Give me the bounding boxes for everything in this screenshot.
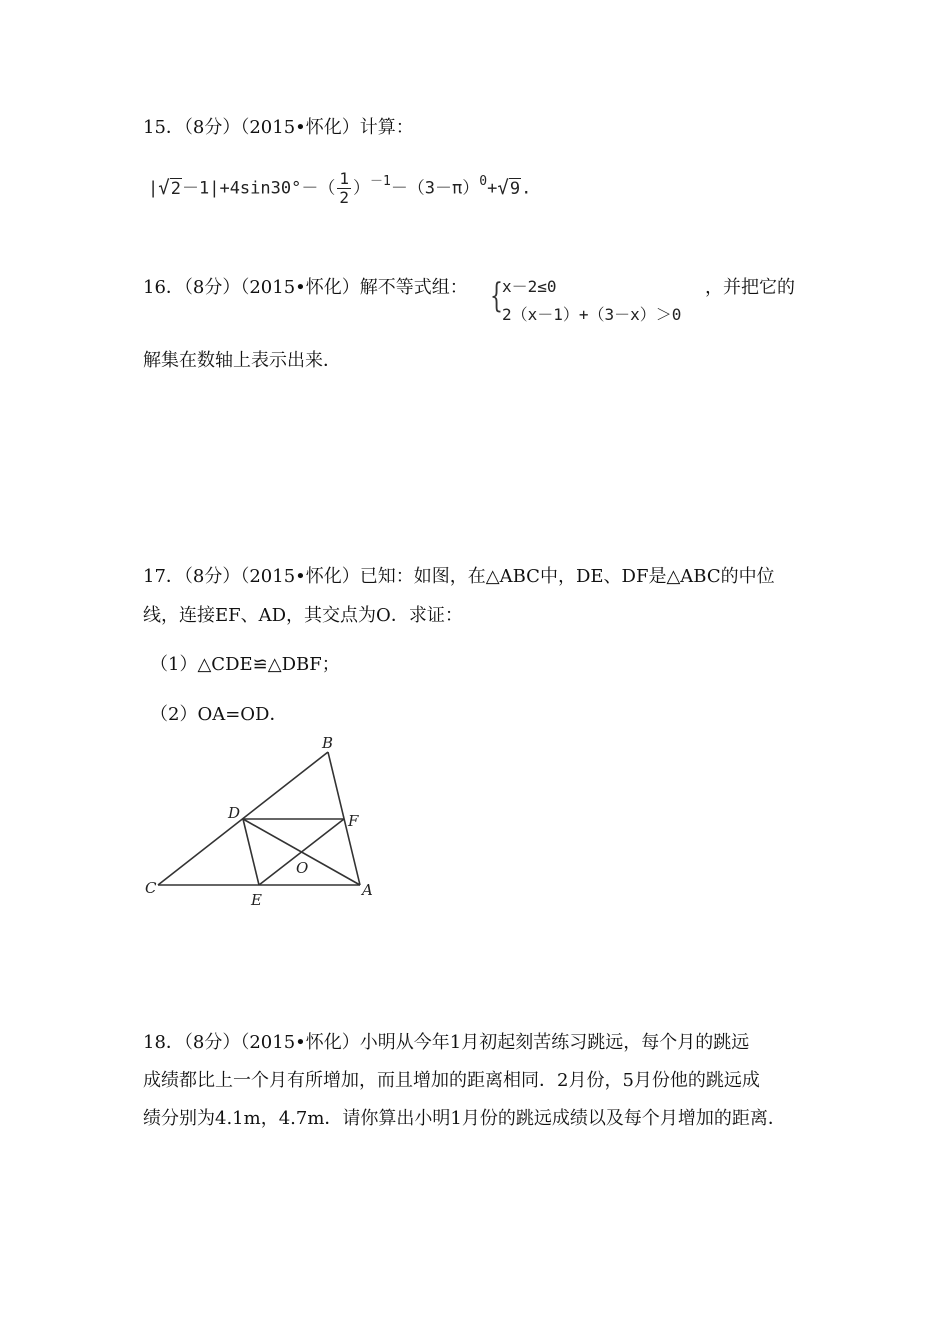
q18-line-3: 绩分别为4.1m，4.7m．请你算出小明1月份的跳远成绩以及每个月增加的距离． [143,1108,786,1129]
label-B: B [322,734,334,752]
q18-line-2: 成绩都比上一个月有所增加，而且增加的距离相同．2月份，5月份他的跳远成 [143,1070,760,1091]
sqrt-9 [497,177,521,199]
fraction-denominator: 2 [339,188,349,207]
minus-one: －1 [181,178,210,199]
q17-part-1: （1）△CDE≌△DBF； [150,654,340,675]
sqrt-2 [158,177,182,199]
plus-sign: + [487,178,498,199]
q15-expression [148,170,531,207]
segment-DE [243,819,259,885]
abs-open: | [148,178,159,199]
label-D: D [228,804,241,822]
label-F: F [348,812,359,830]
system-brace: { [490,276,503,316]
q16-tail: ，并把它的 [705,277,795,298]
q17-line-2: 线，连接EF、AD，其交点为O．求证： [143,605,463,626]
inequality-line-2: 2（x－1）+（3－x）＞0 [502,305,682,324]
label-O: O [296,859,309,877]
q16-line-b: 解集在数轴上表示出来． [143,350,341,371]
sqrt9-arg: 9 [509,178,521,199]
sqrt9-sign: √ [497,176,509,199]
fraction-half [337,170,351,207]
q17-line-1: 17．（8分）（2015•怀化）已知：如图，在△ABC中，DE、DF是△ABC的中位 [143,566,775,587]
sqrt-arg: 2 [170,178,181,199]
q18-line-1: 18．（8分）（2015•怀化）小明从今年1月初起刻苦练习跳远，每个月的跳远 [143,1032,750,1053]
exponent-minus-one: －1 [369,173,391,189]
exponent-zero: 0 [479,173,488,189]
paren-close: ） [352,178,370,199]
inequality-line-1: x－2≤0 [502,277,557,296]
sin-part: +4sin30°－（ [219,178,336,199]
period: . [521,178,532,199]
q17-part-2: （2）OA=OD． [150,704,288,725]
abs-close: | [209,178,220,199]
q16-header: 16．（8分）（2015•怀化）解不等式组： [143,277,468,298]
sqrt-sign: √ [158,176,170,199]
label-C: C [145,879,157,897]
pi-part: －（3－π） [390,178,480,199]
label-E: E [251,891,262,909]
triangle-figure [140,730,390,915]
fraction-numerator: 1 [339,169,349,188]
label-A: A [362,881,373,899]
q15-header: 15．（8分）（2015•怀化）计算： [143,117,414,138]
